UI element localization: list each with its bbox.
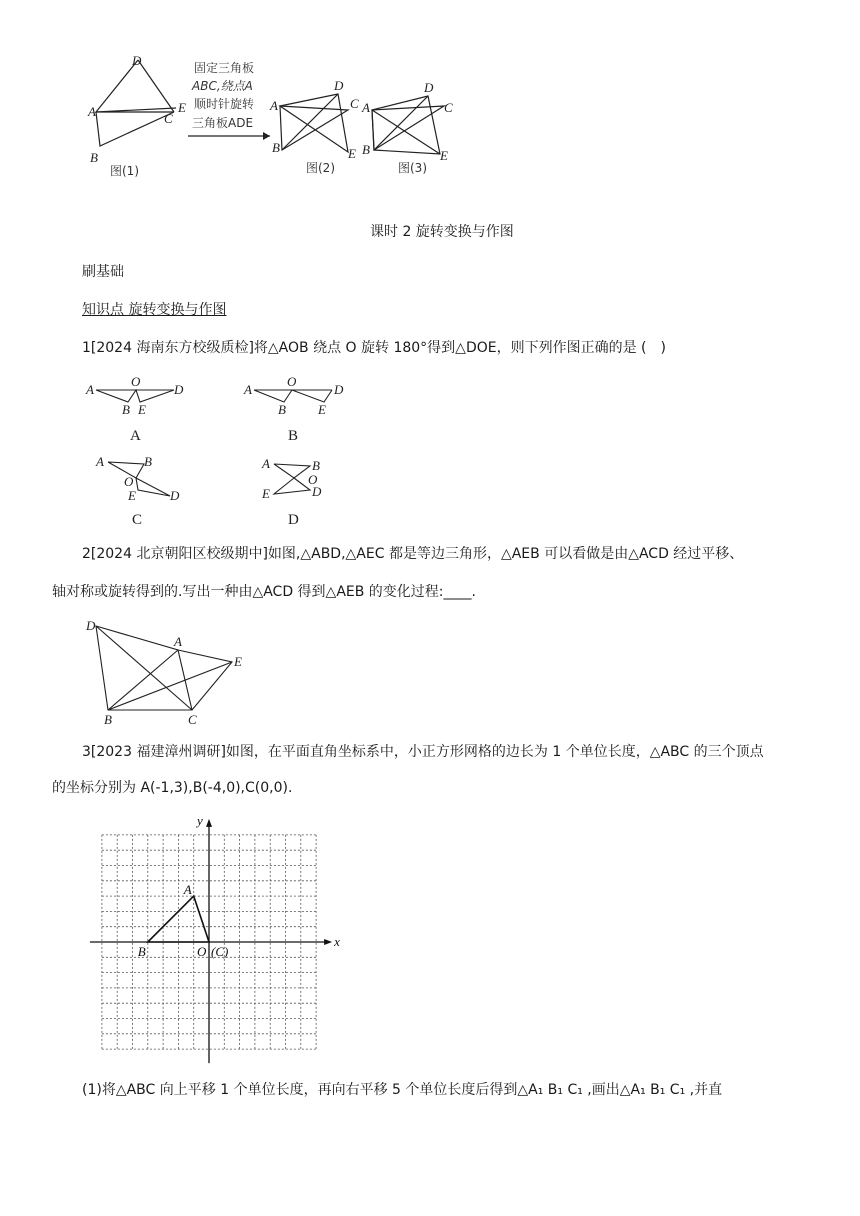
optD-label-o: O bbox=[308, 472, 318, 487]
y-axis-label: y bbox=[197, 812, 203, 828]
x-axis-label: x bbox=[334, 934, 340, 949]
caption-line-3: 顺时针旋转 bbox=[194, 97, 255, 111]
section-title: 课时 2 旋转变换与作图 bbox=[370, 224, 514, 240]
fig1-label-b: B bbox=[90, 150, 98, 165]
fig1-caption: 图(1) bbox=[110, 164, 139, 178]
optA-label-e: E bbox=[138, 402, 146, 417]
q1-text: 1[2024 海南东方校级质检]将△AOB 绕点 O 旋转 180°得到△DOE，则下列作图正确的是 ( ) bbox=[82, 340, 666, 356]
optC-label-d: D bbox=[170, 488, 180, 503]
q2-line-1: 2[2024 北京朝阳区校级期中]如图,△ABD,△AEC 都是等边三角形，△AEB 可以看做是由△ACD 经过平移、 bbox=[82, 546, 744, 562]
fig3-label-b: B bbox=[362, 142, 370, 157]
figure-1 bbox=[96, 60, 176, 146]
label-o: O bbox=[197, 944, 207, 959]
fig2-label-d: D bbox=[334, 78, 344, 93]
q3-sub-1: (1)将△ABC 向上平移 1 个单位长度，再向右平移 5 个单位长度后得到△A₁ B₁ C₁ ,画出△A₁ B₁ C₁ ,并直 bbox=[82, 1082, 723, 1098]
option-d-drawing bbox=[274, 464, 310, 494]
subheading: 刷基础 bbox=[82, 264, 124, 280]
fig1-label-a: A bbox=[88, 104, 96, 119]
caption-line-2: ABC,绕点A bbox=[192, 79, 253, 93]
q2-label-c: C bbox=[188, 712, 197, 727]
option-b: B bbox=[288, 428, 299, 444]
fig3-label-a: A bbox=[362, 100, 370, 115]
rotation-figure bbox=[80, 50, 480, 190]
option-a-drawing bbox=[96, 390, 174, 402]
q2-label-d: D bbox=[86, 618, 96, 633]
optC-label-o: O bbox=[124, 474, 134, 489]
fig1-label-c: C bbox=[164, 111, 173, 126]
fig1-label-e: E bbox=[178, 100, 186, 115]
q2-line-2: 轴对称或旋转得到的.写出一种由△ACD 得到△AEB 的变化过程:____. bbox=[52, 584, 476, 600]
optD-label-e: E bbox=[262, 486, 270, 501]
optB-label-a: A bbox=[244, 382, 252, 397]
fig3-label-c: C bbox=[444, 100, 453, 115]
x-axis-arrow bbox=[324, 939, 332, 945]
fig2-caption: 图(2) bbox=[306, 161, 335, 175]
fig2-label-a: A bbox=[270, 98, 278, 113]
fig3-label-d: D bbox=[424, 80, 434, 95]
optC-label-b: B bbox=[144, 454, 152, 469]
optA-label-b: B bbox=[122, 402, 130, 417]
optB-label-d: D bbox=[334, 382, 344, 397]
optD-label-b: B bbox=[312, 458, 320, 473]
fig2-label-c: C bbox=[350, 96, 359, 111]
label-a: A bbox=[183, 882, 192, 898]
figure-2 bbox=[280, 94, 348, 152]
optB-label-e: E bbox=[318, 402, 326, 417]
label-b: B bbox=[137, 944, 146, 959]
q2-figure bbox=[84, 618, 254, 728]
fig2-label-e: E bbox=[348, 146, 356, 161]
figure-3 bbox=[372, 96, 444, 154]
option-c-drawing bbox=[108, 462, 170, 496]
optA-label-o: O bbox=[131, 374, 141, 389]
option-c: C bbox=[132, 512, 143, 528]
fig1-label-d: D bbox=[132, 53, 142, 68]
q2-label-b: B bbox=[104, 712, 112, 727]
q1-options-figure bbox=[84, 372, 374, 532]
q2-label-a: A bbox=[174, 634, 182, 649]
fig3-label-e: E bbox=[440, 148, 448, 163]
caption-line-1: 固定三角板 bbox=[194, 61, 255, 75]
label-c: (C) bbox=[211, 944, 229, 959]
caption-line-4: 三角板ADE bbox=[192, 116, 254, 130]
fig3-caption: 图(3) bbox=[398, 161, 427, 175]
optC-label-a: A bbox=[96, 454, 104, 469]
optD-label-a: A bbox=[262, 456, 270, 471]
y-axis-arrow bbox=[206, 819, 212, 827]
q3-line-2: 的坐标分别为 A(-1,3),B(-4,0),C(0,0). bbox=[52, 780, 293, 796]
optA-label-a: A bbox=[86, 382, 94, 397]
option-d: D bbox=[288, 512, 299, 528]
optB-label-o: O bbox=[287, 374, 297, 389]
option-a: A bbox=[130, 428, 141, 444]
knowledge-point: 知识点 旋转变换与作图 bbox=[82, 302, 227, 318]
q3-line-1: 3[2023 福建漳州调研]如图，在平面直角坐标系中，小正方形网格的边长为 1 个单位长度，△ABC 的三个顶点 bbox=[82, 744, 764, 760]
optB-label-b: B bbox=[278, 402, 286, 417]
optA-label-d: D bbox=[174, 382, 184, 397]
fig2-label-b: B bbox=[272, 140, 280, 155]
q2-label-e: E bbox=[234, 654, 242, 669]
optD-label-d: D bbox=[312, 484, 322, 499]
optC-label-e: E bbox=[128, 488, 136, 503]
coordinate-grid bbox=[84, 812, 344, 1068]
option-b-drawing bbox=[254, 390, 332, 402]
